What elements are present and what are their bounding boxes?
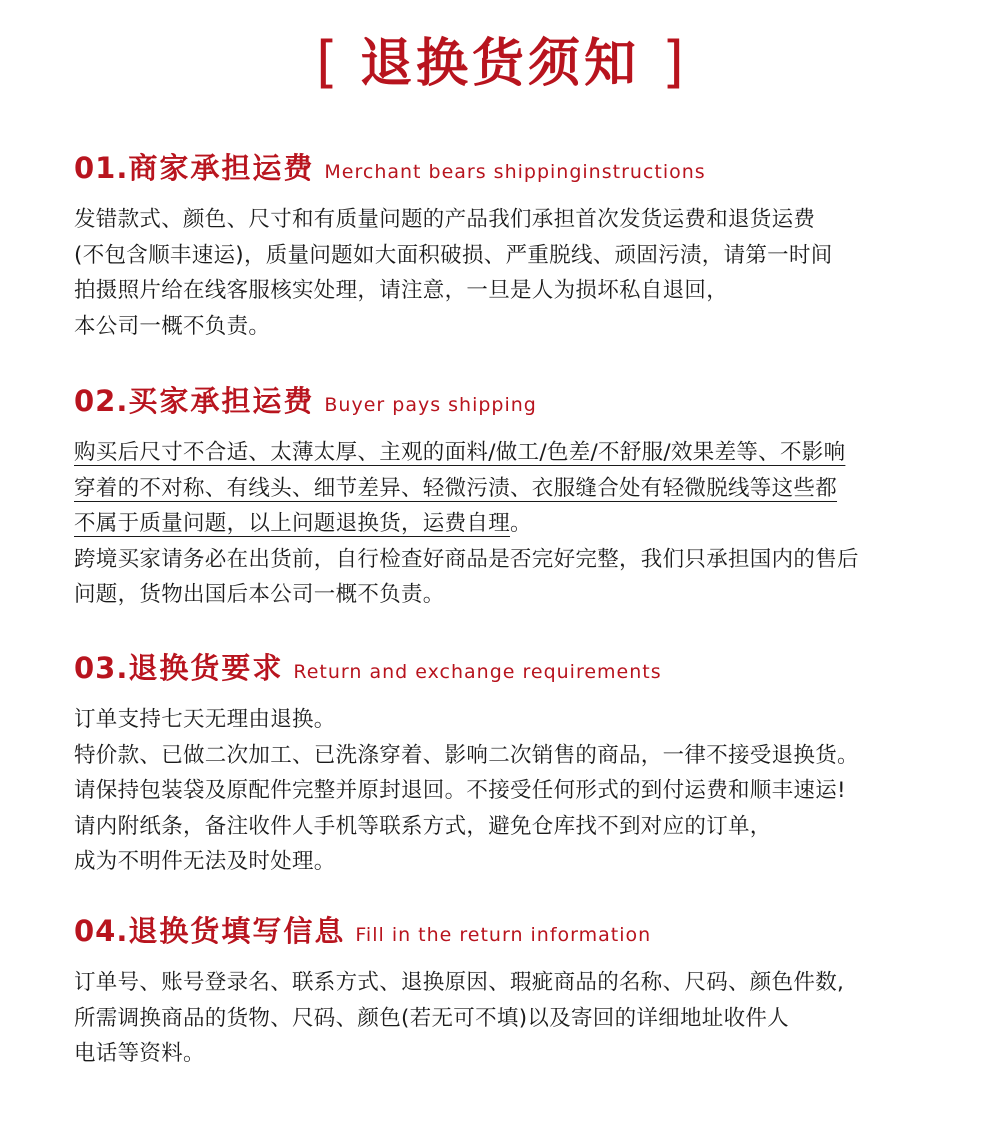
title-close-bracket: ] [662, 30, 684, 95]
section-title: 退换货填写信息 [128, 914, 346, 948]
body-line: 所需调换商品的货物、尺码、颜色(若无可不填)以及寄回的详细地址收件人 [74, 1005, 789, 1031]
title-open-bracket: [ [316, 30, 338, 95]
body-line: (不包含顺丰速运)，质量问题如大面积破损、严重脱线、顽固污渍，请第一时间 [74, 242, 833, 268]
underlined-line [74, 471, 954, 507]
section-body [74, 702, 954, 880]
underlined-line [74, 435, 954, 471]
body-line: 请内附纸条，备注收件人手机等联系方式，避免仓库找不到对应的订单， [74, 813, 772, 839]
underlined-tail: 。 [510, 511, 532, 536]
section-heading [74, 646, 954, 690]
section-number: 02. [74, 384, 129, 418]
underlined-text: 购买后尺寸不合适、太薄太厚、主观的面料/做工/色差/不舒服/效果差等、不影响 [74, 440, 846, 465]
body-line: 订单支持七天无理由退换。 [74, 707, 336, 732]
section-title: 退换货要求 [128, 651, 284, 685]
section-number: 03. [74, 651, 129, 685]
section-subtitle-en: Fill in the return information [355, 924, 652, 946]
body-line: 订单号、账号登录名、联系方式、退换原因、瑕疵商品的名称、尺码、颜色件数, [74, 970, 845, 995]
section-body [74, 435, 954, 613]
body-line: 特价款、已做二次加工、已洗涤穿着、影响二次销售的商品，一律不接受退换货。 [74, 742, 859, 768]
section-subtitle-en: Buyer pays shipping [324, 394, 537, 416]
body-line: 发错款式、颜色、尺寸和有质量问题的产品我们承担首次发货运费和退货运费 [74, 207, 816, 232]
body-line: 问题，货物出国后本公司一概不负责。 [74, 582, 445, 607]
section-body [74, 202, 954, 344]
section-return-info [74, 909, 954, 1072]
body-line: 跨境买家请务必在出货前，自行检查好商品是否完好完整，我们只承担国内的售后 [74, 546, 859, 572]
section-merchant-bears-shipping [74, 146, 954, 344]
body-line: 电话等资料。 [74, 1041, 205, 1066]
section-title: 买家承担运费 [128, 384, 315, 418]
section-return-requirements [74, 646, 954, 880]
section-heading [74, 379, 954, 423]
underlined-text: 不属于质量问题，以上问题退换货，运费自理 [74, 511, 511, 536]
section-number: 01. [74, 151, 129, 185]
section-number: 04. [74, 914, 129, 948]
underlined-text: 穿着的不对称、有线头、细节差异、轻微污渍、衣服缝合处有轻微脱线等这些都 [74, 475, 838, 501]
section-body [74, 965, 954, 1072]
section-subtitle-en: Return and exchange requirements [293, 661, 662, 683]
section-buyer-pays-shipping [74, 379, 954, 613]
section-subtitle-en: Merchant bears shippinginstructions [324, 161, 706, 183]
section-title: 商家承担运费 [128, 151, 315, 185]
underlined-line [74, 506, 954, 542]
body-line: 成为不明件无法及时处理。 [74, 849, 336, 874]
body-line: 本公司一概不负责。 [74, 313, 271, 339]
body-line: 拍摄照片给在线客服核实处理，请注意，一旦是人为损坏私自退回， [74, 278, 729, 303]
page-title [0, 28, 1000, 99]
section-heading [74, 146, 954, 190]
section-heading [74, 909, 954, 953]
title-text: 退换货须知 [359, 34, 640, 94]
body-line: 请保持包装袋及原配件完整并原封退回。不接受任何形式的到付运费和顺丰速运! [74, 778, 846, 803]
